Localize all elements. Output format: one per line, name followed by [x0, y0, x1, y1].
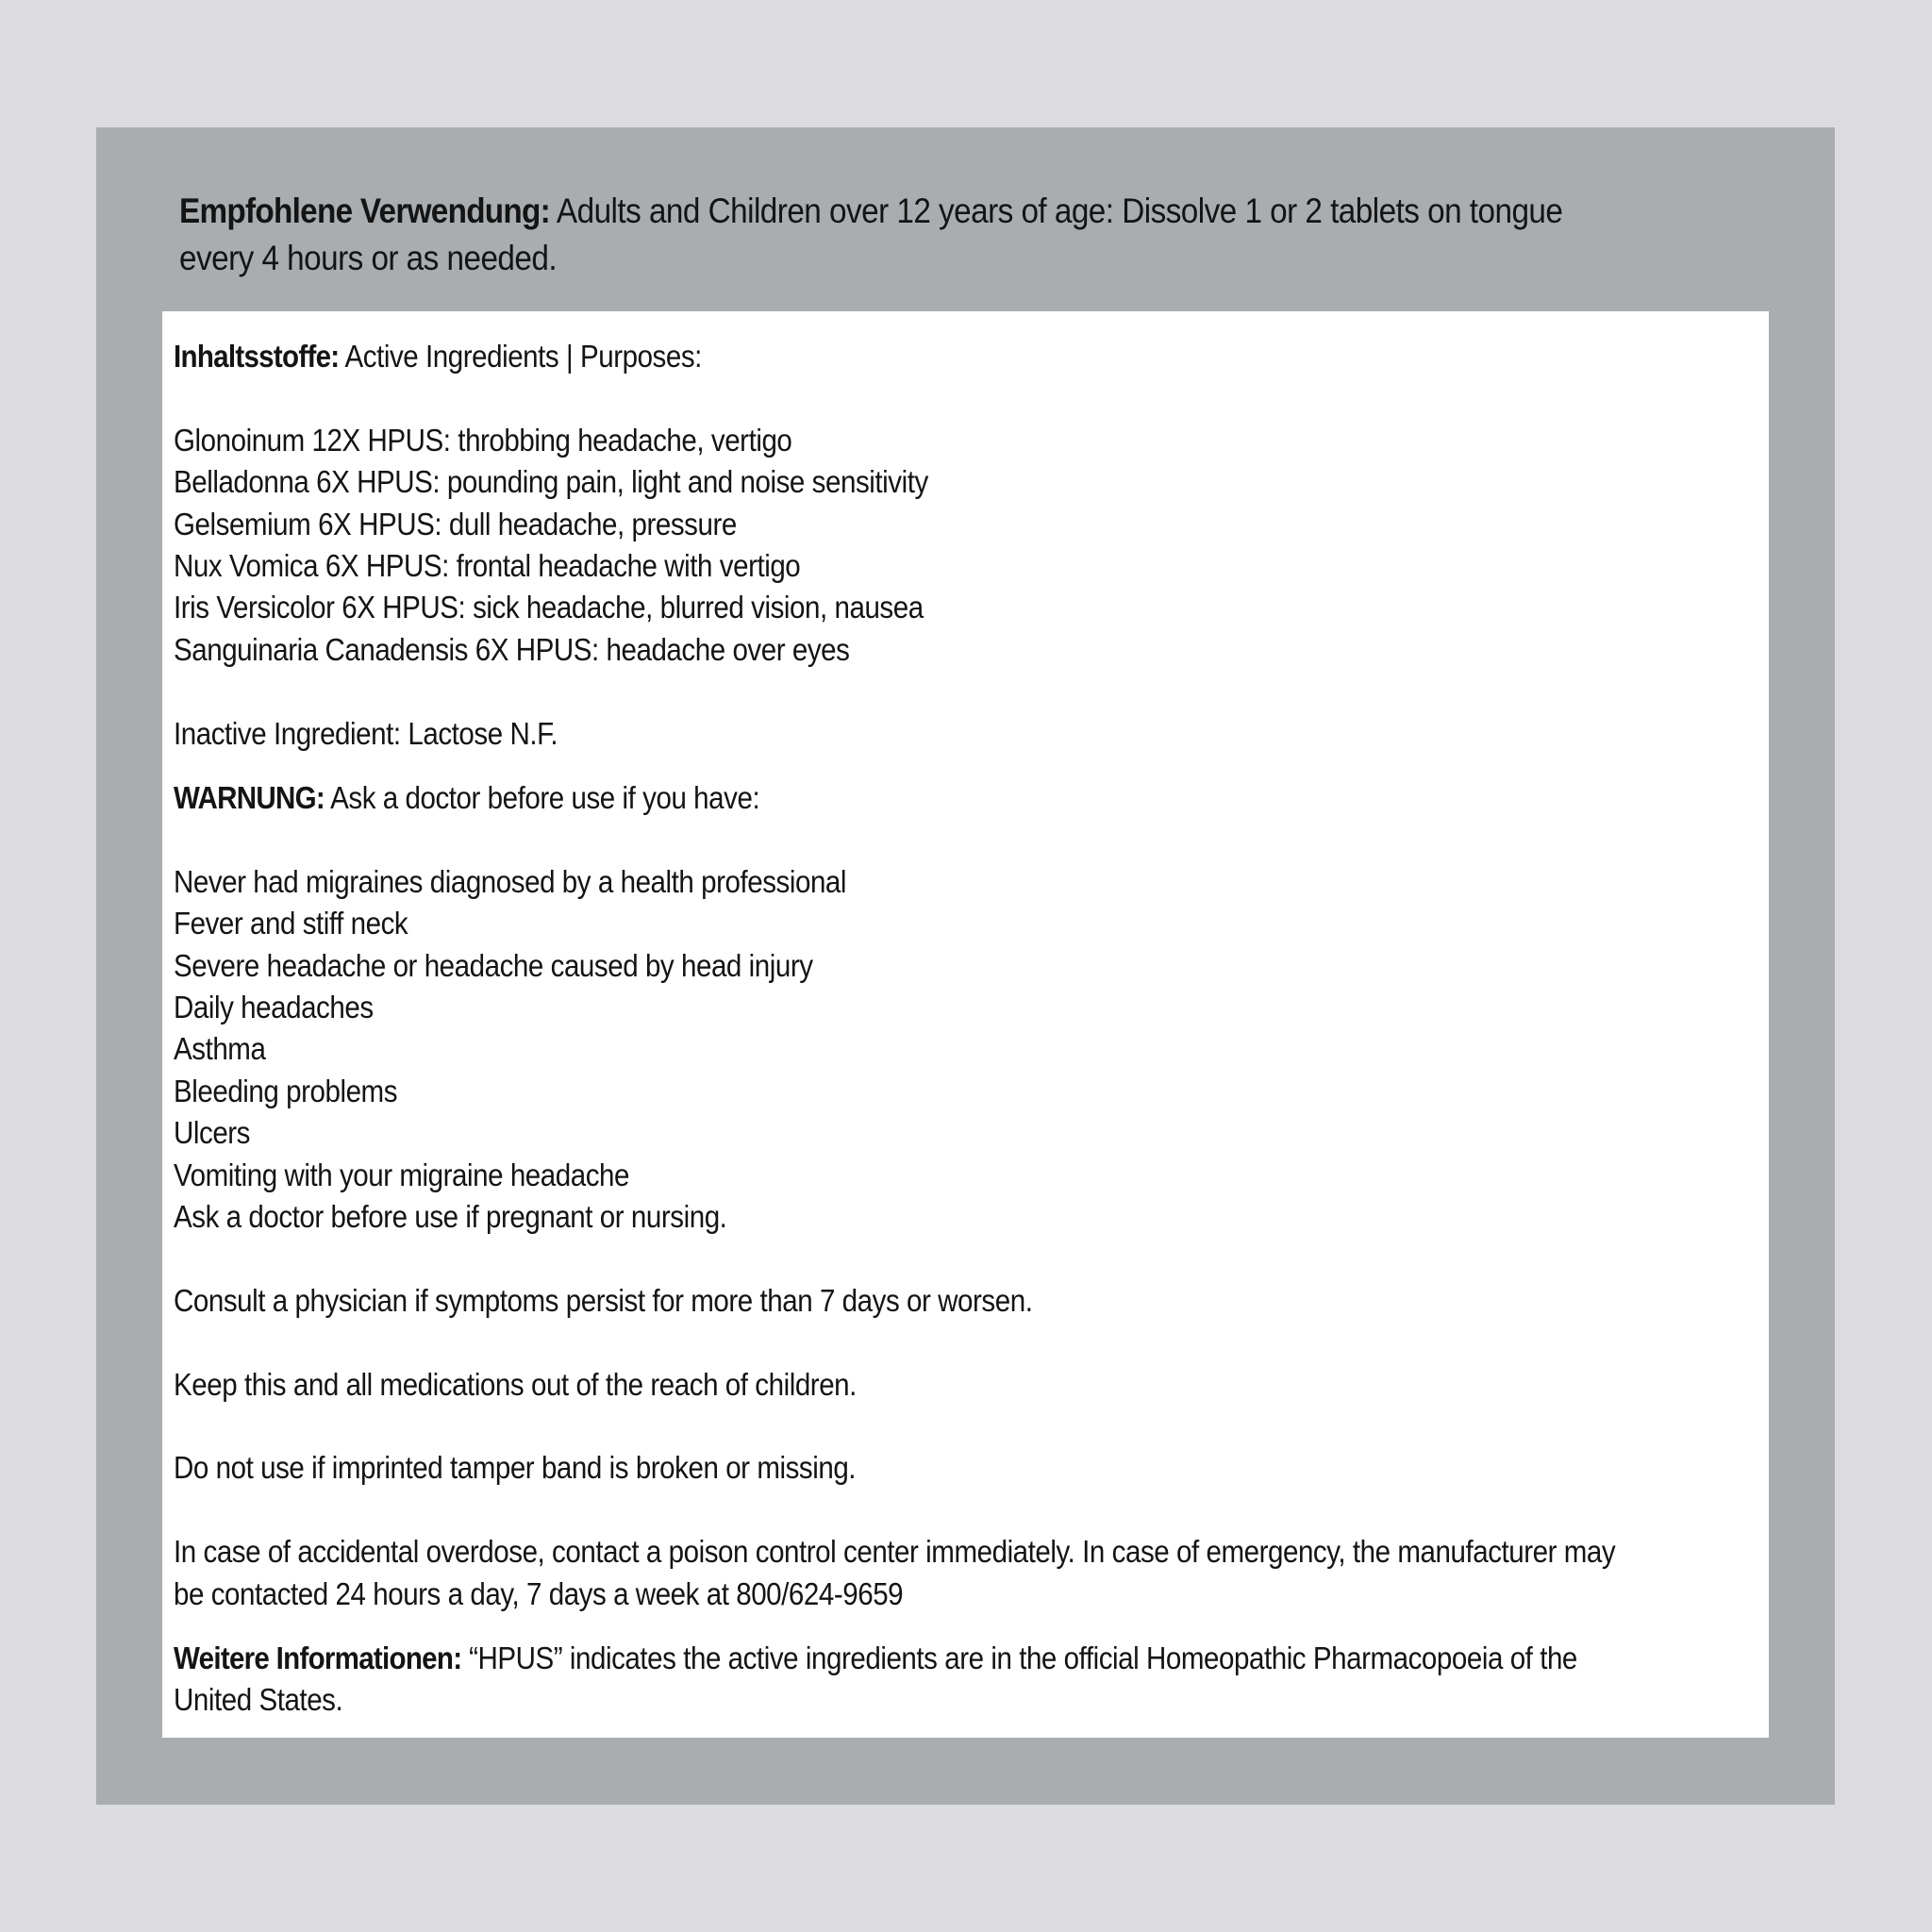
ingredient-item: Sanguinaria Canadensis 6X HPUS: headache over eyes — [174, 631, 850, 667]
consult-physician-text: Consult a physician if symptoms persist for more than 7 days or worsen. — [174, 1282, 1033, 1318]
more-info-text: “HPUS” indicates the active ingredients are in the official Homeopathic Pharmacopoeia of the — [469, 1641, 1577, 1676]
more-info-heading: Weitere Informationen: — [174, 1641, 462, 1676]
ingredient-item: Nux Vomica 6X HPUS: frontal headache with vertigo — [174, 548, 801, 584]
ingredient-item: Belladonna 6X HPUS: pounding pain, light and noise sensitivity — [174, 464, 928, 500]
warning-item: Ask a doctor before use if pregnant or nursing. — [174, 1199, 727, 1235]
tamper-band-text: Do not use if imprinted tamper band is broken or missing. — [174, 1450, 857, 1486]
recommended-use-section — [179, 188, 1623, 282]
more-info-line-1 — [174, 1638, 1753, 1679]
recommended-use-heading: Empfohlene Verwendung: — [179, 192, 551, 230]
ingredient-item: Gelsemium 6X HPUS: dull headache, pressure — [174, 506, 737, 541]
warning-intro: Ask a doctor before use if you have: — [330, 780, 760, 816]
warning-item: Severe headache or headache caused by head injury — [174, 947, 813, 983]
warning-item: Asthma — [174, 1031, 266, 1067]
ingredient-item: Glonoinum 12X HPUS: throbbing headache, vertigo — [174, 422, 792, 458]
warning-item: Ulcers — [174, 1115, 251, 1151]
inactive-ingredient: Inactive Ingredient: Lactose N.F. — [174, 715, 558, 751]
more-info-line-2: United States. — [174, 1682, 343, 1718]
warning-heading: WARNUNG: — [174, 780, 325, 816]
ingredient-item: Iris Versicolor 6X HPUS: sick headache, blurred vision, nausea — [174, 590, 924, 625]
overdose-text-line-2: be contacted 24 hours a day, 7 days a week at 800/624-9659 — [174, 1575, 904, 1611]
label-panel — [96, 127, 1835, 1805]
overdose-text-line-1: In case of accidental overdose, contact a poison control center immediately. In case of emergency, the manufacturer may — [174, 1534, 1616, 1570]
warning-item: Vomiting with your migraine headache — [174, 1157, 629, 1192]
warning-item: Daily headaches — [174, 990, 374, 1025]
recommended-use-text: Adults and Children over 12 years of age: Dissolve 1 or 2 tablets on tongue every 4 hours or as needed. — [179, 192, 1563, 277]
warning-item: Never had migraines diagnosed by a health professional — [174, 863, 847, 899]
ingredients-heading: Inhaltsstoffe: — [174, 339, 340, 374]
warning-item: Bleeding problems — [174, 1073, 398, 1108]
ingredients-warnings-card — [162, 311, 1769, 1738]
ingredients-intro: Active Ingredients | Purposes: — [344, 339, 702, 374]
ingredients-header-line — [174, 336, 1753, 377]
warning-header-line — [174, 777, 1753, 819]
warning-item: Fever and stiff neck — [174, 906, 408, 941]
keep-away-text: Keep this and all medications out of the reach of children. — [174, 1366, 857, 1402]
